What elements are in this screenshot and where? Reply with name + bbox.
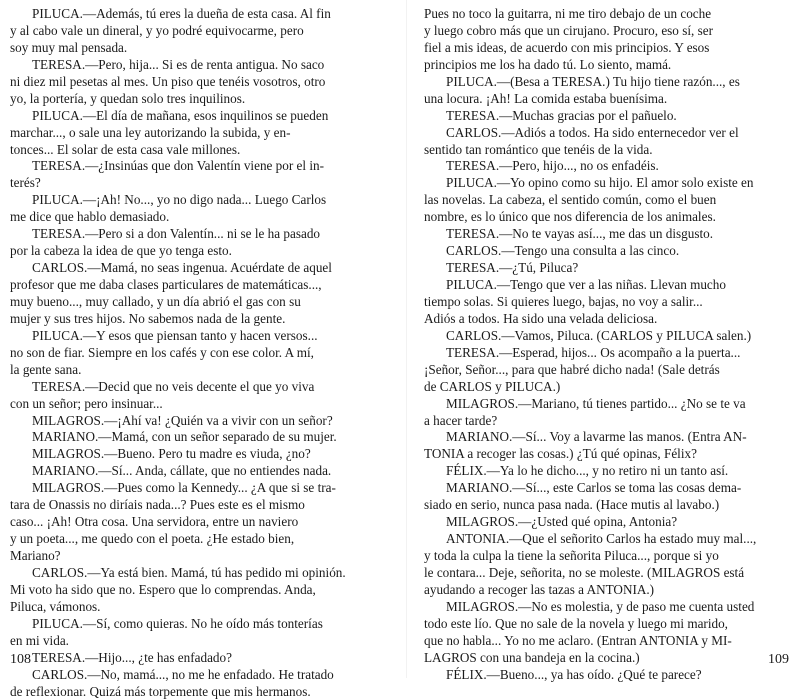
text-line: LAGROS con una bandeja en la cocina.) [424,650,804,667]
text-line: TERESA.—Muchas gracias por el pañuelo. [424,108,804,125]
text-line: tiempo solas. Si quieres luego, bajas, no voy a salir... [424,294,804,311]
text-line: PILUCA.—Yo opino como su hijo. El amor solo existe en [424,175,804,192]
text-line: PILUCA.—Sí, como quieras. No he oído más tonterías [10,616,388,633]
text-line: TERESA.—Pero, hijo..., no os enfadéis. [424,158,804,175]
text-line: FÉLIX.—Bueno..., ya has oído. ¿Qué te parece? [424,667,804,684]
text-line: que no habla... Yo no me aclaro. (Entran ANTONIA y MI- [424,633,804,650]
text-line: MILAGROS.—¡Ahí va! ¿Quién va a vivir con un señor? [10,413,388,430]
text-line: PILUCA.—¡Ah! No..., yo no digo nada... Luego Carlos [10,192,388,209]
text-line: la gente sana. [10,362,388,379]
text-line: profesor que me daba clases particulares de matemáticas..., [10,277,388,294]
text-line: con un señor; pero insinuar... [10,396,388,413]
text-line: FÉLIX.—Ya lo he dicho..., y no retiro ni un tanto así. [424,463,804,480]
text-line: no son de fiar. Siempre en los cafés y con ese color. A mí, [10,345,388,362]
text-line: Adiós a todos. Ha sido una velada deliciosa. [424,311,804,328]
text-line: CARLOS.—Adiós a todos. Ha sido enternecedor ver el [424,125,804,142]
right-page [424,6,804,684]
text-line: MILAGROS.—No es molestia, y de paso me cuenta usted [424,599,804,616]
text-line: de reflexionar. Quizá más torpemente que mis hermanos. [10,684,388,700]
text-line: yo, la portería, y quedan solo tres inquilinos. [10,91,388,108]
text-line: MILAGROS.—Mariano, tú tienes partido... ¿No se te va [424,396,804,413]
text-line: PILUCA.—(Besa a TERESA.) Tu hijo tiene razón..., es [424,74,804,91]
text-line: y toda la culpa la tiene la señorita Piluca..., porque si yo [424,548,804,565]
text-line: terés? [10,175,388,192]
text-line: MARIANO.—Sí... Anda, cállate, que no entiendes nada. [10,463,388,480]
text-line: tonces... El solar de esta casa vale millones. [10,142,388,159]
text-line: CARLOS.—No, mamá..., no me he enfadado. He tratado [10,667,388,684]
text-line: MARIANO.—Mamá, con un señor separado de su mujer. [10,429,388,446]
text-line: tara de Onassis no diríais nada...? Pues este es el mismo [10,497,388,514]
text-line: MILAGROS.—¿Usted qué opina, Antonia? [424,514,804,531]
text-line: le contara... Deje, señorita, no se moleste. (MILAGROS está [424,565,804,582]
text-line: y un poeta..., me quedo con el poeta. ¿He estado bien, [10,531,388,548]
text-line: MILAGROS.—Bueno. Pero tu madre es viuda, ¿no? [10,446,388,463]
text-line: TERESA.—¿Insinúas que don Valentín viene por el in- [10,158,388,175]
text-line: me dice que hablo demasiado. [10,209,388,226]
gutter-divider [406,0,407,678]
text-line: caso... ¡Ah! Otra cosa. Una servidora, entre un naviero [10,514,388,531]
text-line: MARIANO.—Sí... Voy a lavarme las manos. (Entra AN- [424,429,804,446]
text-line: PILUCA.—El día de mañana, esos inquilinos se pueden [10,108,388,125]
text-line: principios me los ha dado tú. Lo siento, mamá. [424,57,804,74]
left-page [10,6,388,700]
text-line: CARLOS.—Mamá, no seas ingenua. Acuérdate de aquel [10,260,388,277]
text-line: y luego cobro más que un cirujano. Procuro, eso sí, ser [424,23,804,40]
text-line: ni diez mil pesetas al mes. Un piso que tenéis vosotros, otro [10,74,388,91]
text-line: nombre, es lo único que nos diferencia de los animales. [424,209,804,226]
text-line: TERESA.—No te vayas así..., me das un disgusto. [424,226,804,243]
text-line: siado en serio, nunca pasa nada. (Hace mutis al lavabo.) [424,497,804,514]
text-line: CARLOS.—Tengo una consulta a las cinco. [424,243,804,260]
text-line: en mi vida. [10,633,388,650]
text-line: Mi voto ha sido que no. Espero que lo comprendas. Anda, [10,582,388,599]
left-page-number: 108 [10,652,31,668]
text-line: MARIANO.—Sí..., este Carlos se toma las cosas dema- [424,480,804,497]
text-line: y al cabo vale un dineral, y yo podré equivocarme, pero [10,23,388,40]
text-line: de CARLOS y PILUCA.) [424,379,804,396]
text-line: CARLOS.—Vamos, Piluca. (CARLOS y PILUCA salen.) [424,328,804,345]
text-line: PILUCA.—Y esos que piensan tanto y hacen versos... [10,328,388,345]
text-line: soy muy mal pensada. [10,40,388,57]
text-line: TERESA.—Hijo..., ¿te has enfadado? [10,650,388,667]
right-page-text [424,6,804,684]
text-line: todo este lío. Que no sale de la novela y luego mi marido, [424,616,804,633]
text-line: fiel a mis ideas, de acuerdo con mis principios. Y esos [424,40,804,57]
text-line: Pues no toco la guitarra, ni me tiro debajo de un coche [424,6,804,23]
text-line: mujer y sus tres hijos. No sabemos nada de la gente. [10,311,388,328]
text-line: una locura. ¡Ah! La comida estaba buenísima. [424,91,804,108]
text-line: por la cabeza la idea de que yo tenga esto. [10,243,388,260]
text-line: TERESA.—Pero, hija... Si es de renta antigua. No saco [10,57,388,74]
text-line: las novelas. La cabeza, el sentido común, como el buen [424,192,804,209]
text-line: marchar..., o sale una ley autorizando la subida, y en- [10,125,388,142]
text-line: CARLOS.—Ya está bien. Mamá, tú has pedido mi opinión. [10,565,388,582]
text-line: PILUCA.—Además, tú eres la dueña de esta casa. Al fin [10,6,388,23]
text-line: MILAGROS.—Pues como la Kennedy... ¿A que si se tra- [10,480,388,497]
left-page-text [10,6,388,700]
text-line: Piluca, vámonos. [10,599,388,616]
right-page-number: 109 [768,652,789,668]
text-line: a hacer tarde? [424,413,804,430]
text-line: PILUCA.—Tengo que ver a las niñas. Llevan mucho [424,277,804,294]
text-line: TONIA a recoger las cosas.) ¿Tú qué opinas, Félix? [424,446,804,463]
text-line: TERESA.—Esperad, hijos... Os acompaño a la puerta... [424,345,804,362]
text-line: muy bueno..., muy callado, y un día abrió el gas con su [10,294,388,311]
text-line: ¡Señor, Señor..., para que habré dicho nada! (Sale detrás [424,362,804,379]
text-line: sentido tan romántico que tenéis de la vida. [424,142,804,159]
text-line: TERESA.—Decid que no veis decente el que yo viva [10,379,388,396]
text-line: ANTONIA.—Que el señorito Carlos ha estado muy mal..., [424,531,804,548]
text-line: Mariano? [10,548,388,565]
text-line: ayudando a recoger las tazas a ANTONIA.) [424,582,804,599]
text-line: TERESA.—¿Tú, Piluca? [424,260,804,277]
text-line: TERESA.—Pero si a don Valentín... ni se le ha pasado [10,226,388,243]
